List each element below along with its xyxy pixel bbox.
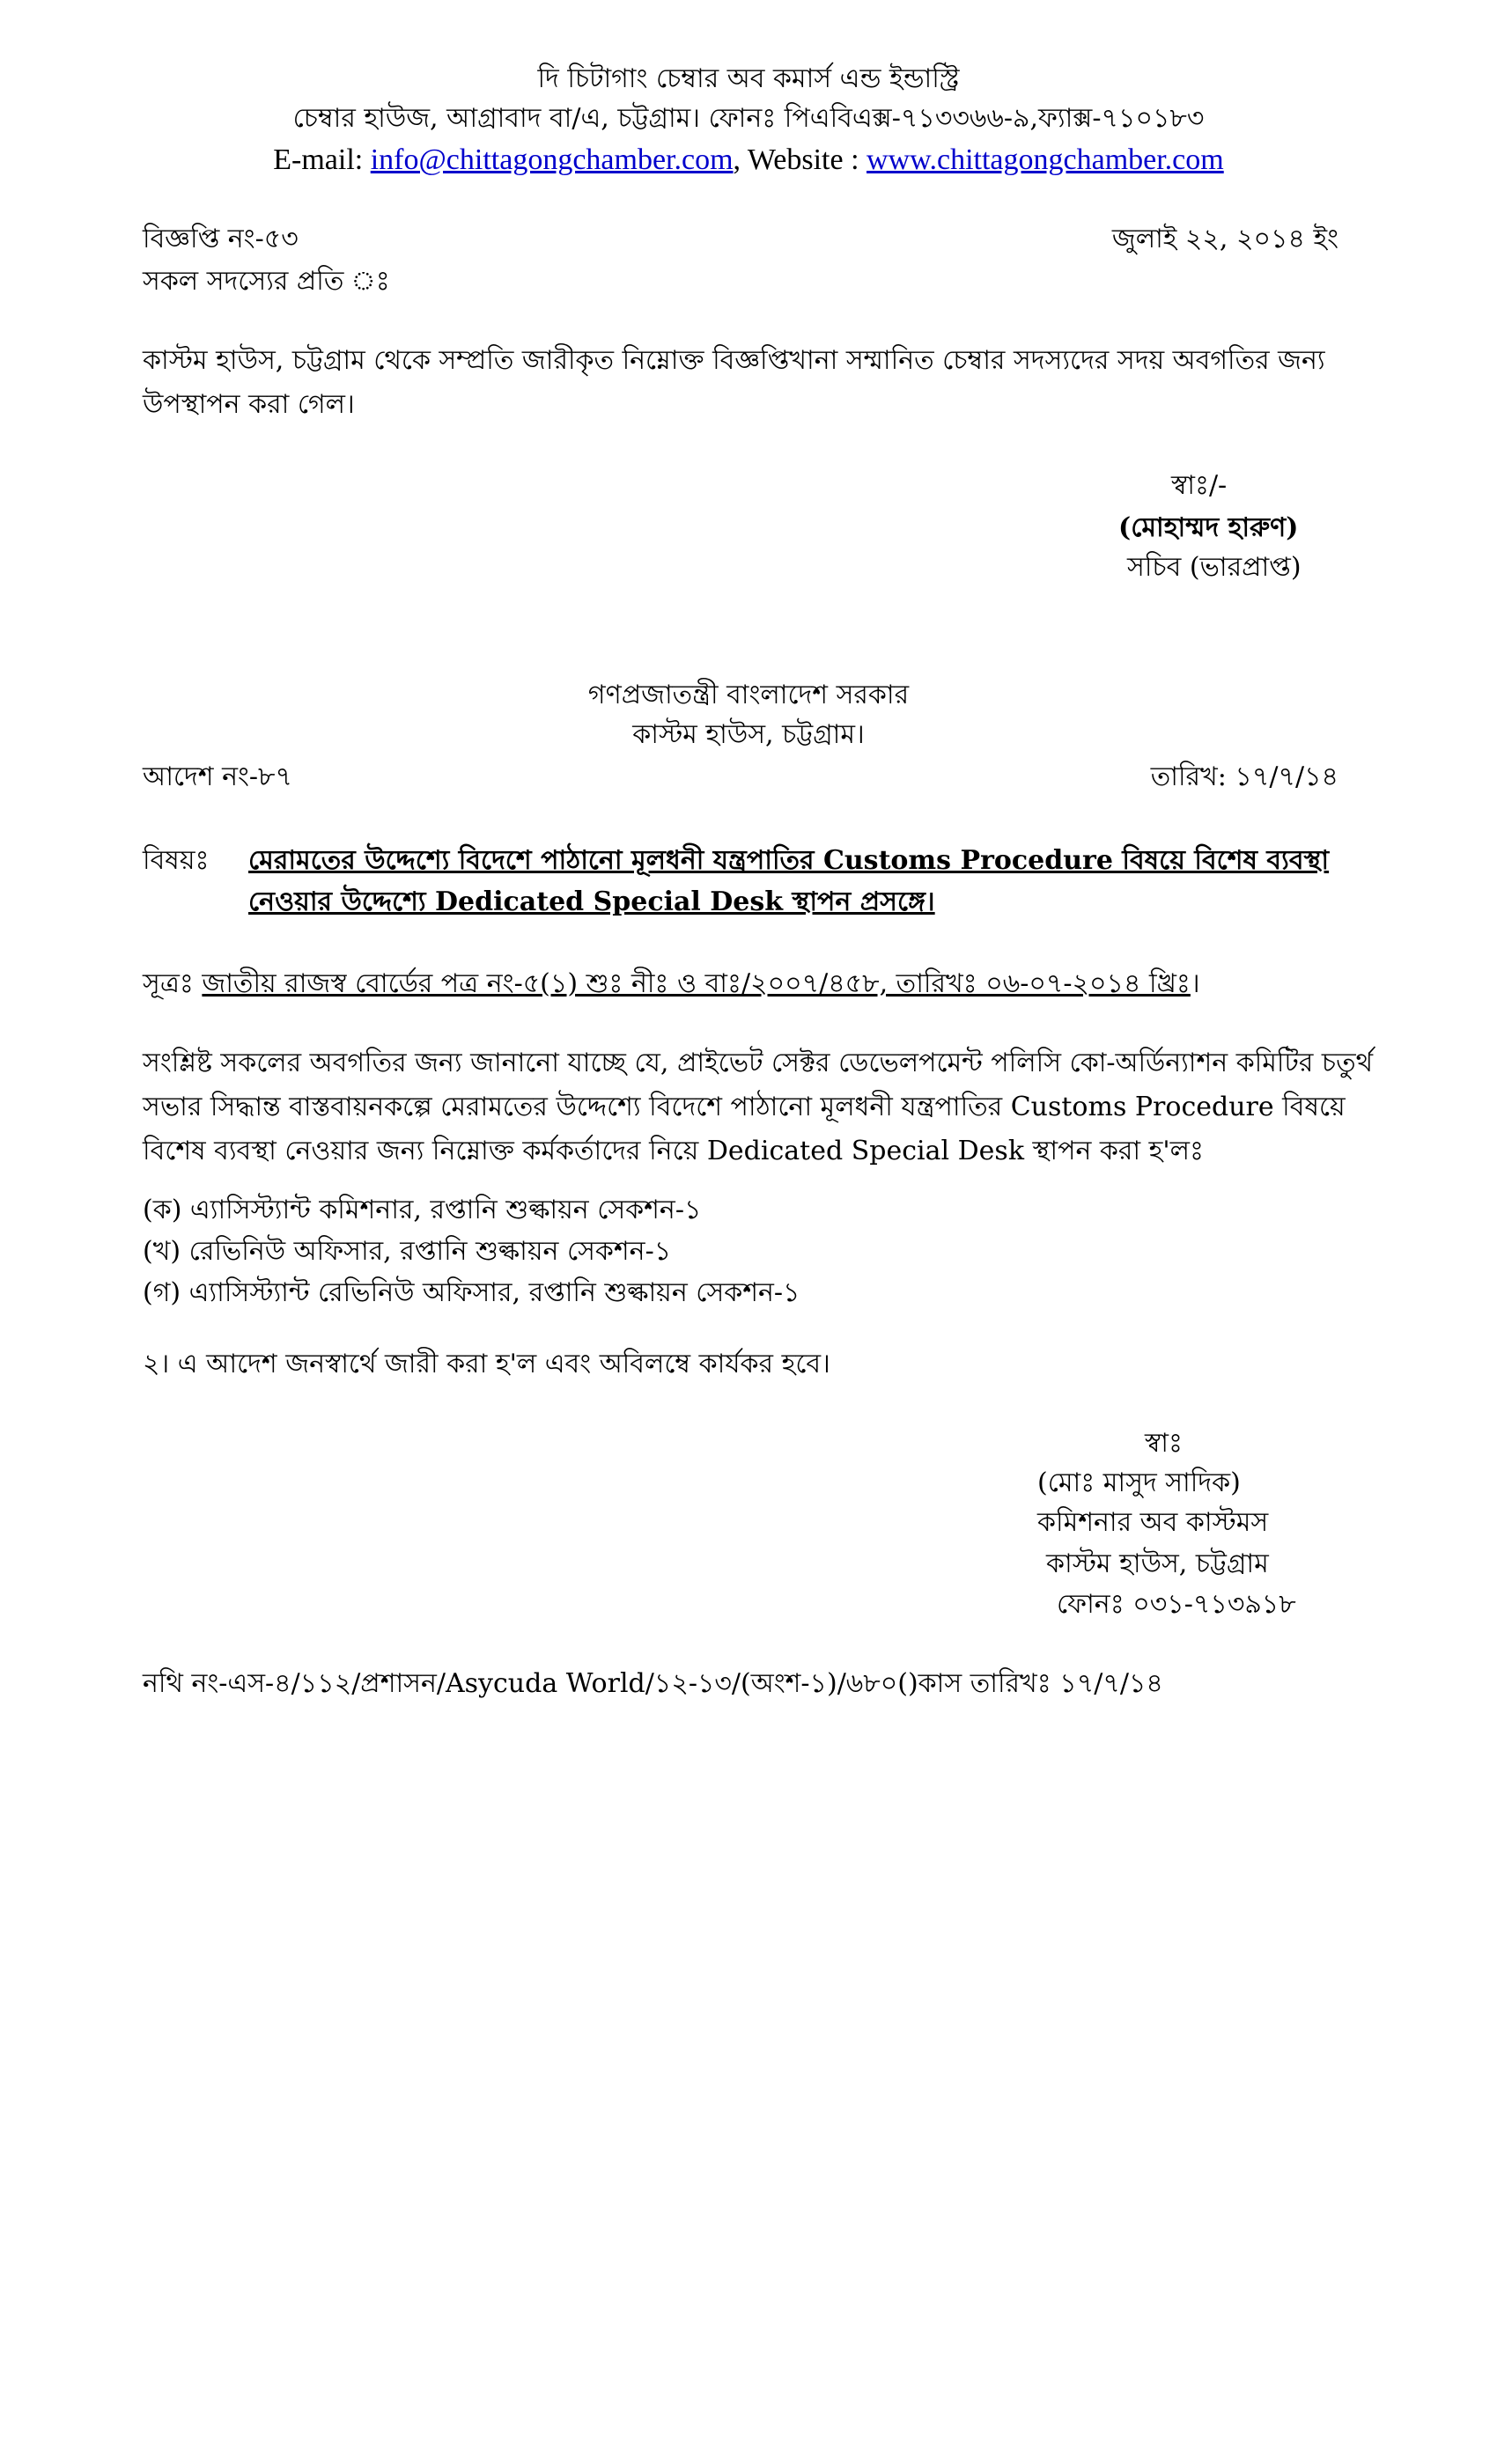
org-name: দি চিটাগাং চেম্বার অব কমার্স এন্ড ইন্ডাস্ট্রি (537, 63, 960, 94)
notice-number: বিজ্ঞপ্তি নং-৫৩ (143, 224, 299, 254)
officer-item-2: (খ) রেভিনিউ অফিসার, রপ্তানি শুল্কায়ন সেকশন-১ (143, 1236, 672, 1267)
office-name: কাস্টম হাউস, চট্টগ্রাম। (632, 719, 865, 750)
file-reference: নথি নং-এস-৪/১১২/প্রশাসন/Asycuda World/১২-১৩/(অংশ-১)/৬৮০()কাস তারিখঃ ১৭/৭/১৪ (143, 1668, 1163, 1699)
order-body-line-2: সভার সিদ্ধান্ত বাস্তবায়নকল্পে মেরামতের উদ্দেশ্যে বিদেশে পাঠানো মূলধনী যন্ত্রপাতির Customs Procedure বিষয়ে (143, 1092, 1346, 1122)
notice-addressee: সকল সদস্যের প্রতি ঃ (143, 266, 390, 297)
website-link[interactable]: www.chittagongchamber.com (866, 143, 1224, 176)
org-address: চেম্বার হাউজ, আগ্রাবাদ বা/এ, চট্টগ্রাম। ফোনঃ পিএবিএক্স-৭১৩৩৬৬-৯,ফ্যাক্স-৭১০১৮৩ (292, 103, 1205, 134)
order-body-line-1: সংশ্লিষ্ট সকলের অবগতির জন্য জানানো যাচ্ছে যে, প্রাইভেট সেক্টর ডেভেলপমেন্ট পলিসি কো-অর্ডিন্যাশন কমিটির চতুর্থ (143, 1048, 1374, 1078)
officer-item-3: (গ) এ্যাসিস্ট্যান্ট রেভিনিউ অফিসার, রপ্তানি শুল্কায়ন সেকশন-১ (143, 1277, 800, 1308)
email-link[interactable]: info@chittagongchamber.com (370, 143, 734, 176)
email-label: E-mail: (273, 143, 371, 176)
notice-body-line-2: উপস্থাপন করা গেল। (143, 389, 355, 420)
notice-date: জুলাই ২২, ২০১৪ ইং (1111, 224, 1338, 254)
reference-label: সূত্রঃ (143, 968, 203, 999)
commissioner-name: (মোঃ মাসুদ সাদিক) (1037, 1467, 1241, 1498)
chamber-signatory-name: (মোহাম্মদ হারুণ) (1118, 512, 1299, 543)
contact-line (0, 143, 1497, 178)
commissioner-designation: কমিশনার অব কাস্টমস (1037, 1507, 1269, 1538)
chamber-signatory-designation: সচিব (ভারপ্রাপ্ত) (1127, 552, 1302, 583)
chamber-signed: স্বাঃ/- (1171, 470, 1228, 501)
subject-label: বিষয়ঃ (143, 845, 210, 876)
subject-line-1: মেরামতের উদ্দেশ্যে বিদেশে পাঠানো মূলধনী যন্ত্রপাতির Customs Procedure বিষয়ে বিশেষ ব্যবস্থা (248, 845, 1330, 876)
order-date: তারিখ: ১৭/৭/১৪ (1150, 761, 1338, 792)
officer-item-1: (ক) এ্যাসিস্ট্যান্ট কমিশনার, রপ্তানি শুল্কায়ন সেকশন-১ (143, 1195, 702, 1225)
commissioner-signed: স্বাঃ (1145, 1428, 1183, 1459)
order-body-line-3: বিশেষ ব্যবস্থা নেওয়ার জন্য নিম্নোক্ত কর্মকর্তাদের নিয়ে Dedicated Special Desk স্থাপন করা হ'লঃ (143, 1136, 1204, 1166)
subject-line-2: নেওয়ার উদ্দেশ্যে Dedicated Special Desk স্থাপন প্রসঙ্গে। (248, 886, 935, 917)
notice-body-line-1: কাস্টম হাউস, চট্টগ্রাম থেকে সম্প্রতি জারীকৃত নিম্নোক্ত বিজ্ঞপ্তিখানা সম্মানিত চেম্বার সদস্যদের সদয় অবগতির জন্য (143, 345, 1325, 376)
clause-2: ২। এ আদেশ জনস্বার্থে জারী করা হ'ল এবং অবিলম্বে কার্যকর হবে। (143, 1349, 830, 1379)
reference-end: । (1190, 968, 1200, 999)
commissioner-office: কাস্টম হাউস, চট্টগ্রাম (1046, 1548, 1269, 1579)
commissioner-phone: ফোনঃ ০৩১-৭১৩৯১৮ (1057, 1589, 1296, 1620)
order-number: আদেশ নং-৮৭ (143, 761, 293, 792)
government-name: গণপ্রজাতন্ত্রী বাংলাদেশ সরকার (587, 680, 910, 710)
reference-text: জাতীয় রাজস্ব বোর্ডের পত্র নং-৫(১) শুঃ নীঃ ও বাঃ/২০০৭/৪৫৮, তারিখঃ ০৬-০৭-২০১৪ খ্রিঃ (202, 968, 1191, 999)
reference-line (143, 967, 1200, 1002)
website-label: , Website : (733, 143, 867, 176)
